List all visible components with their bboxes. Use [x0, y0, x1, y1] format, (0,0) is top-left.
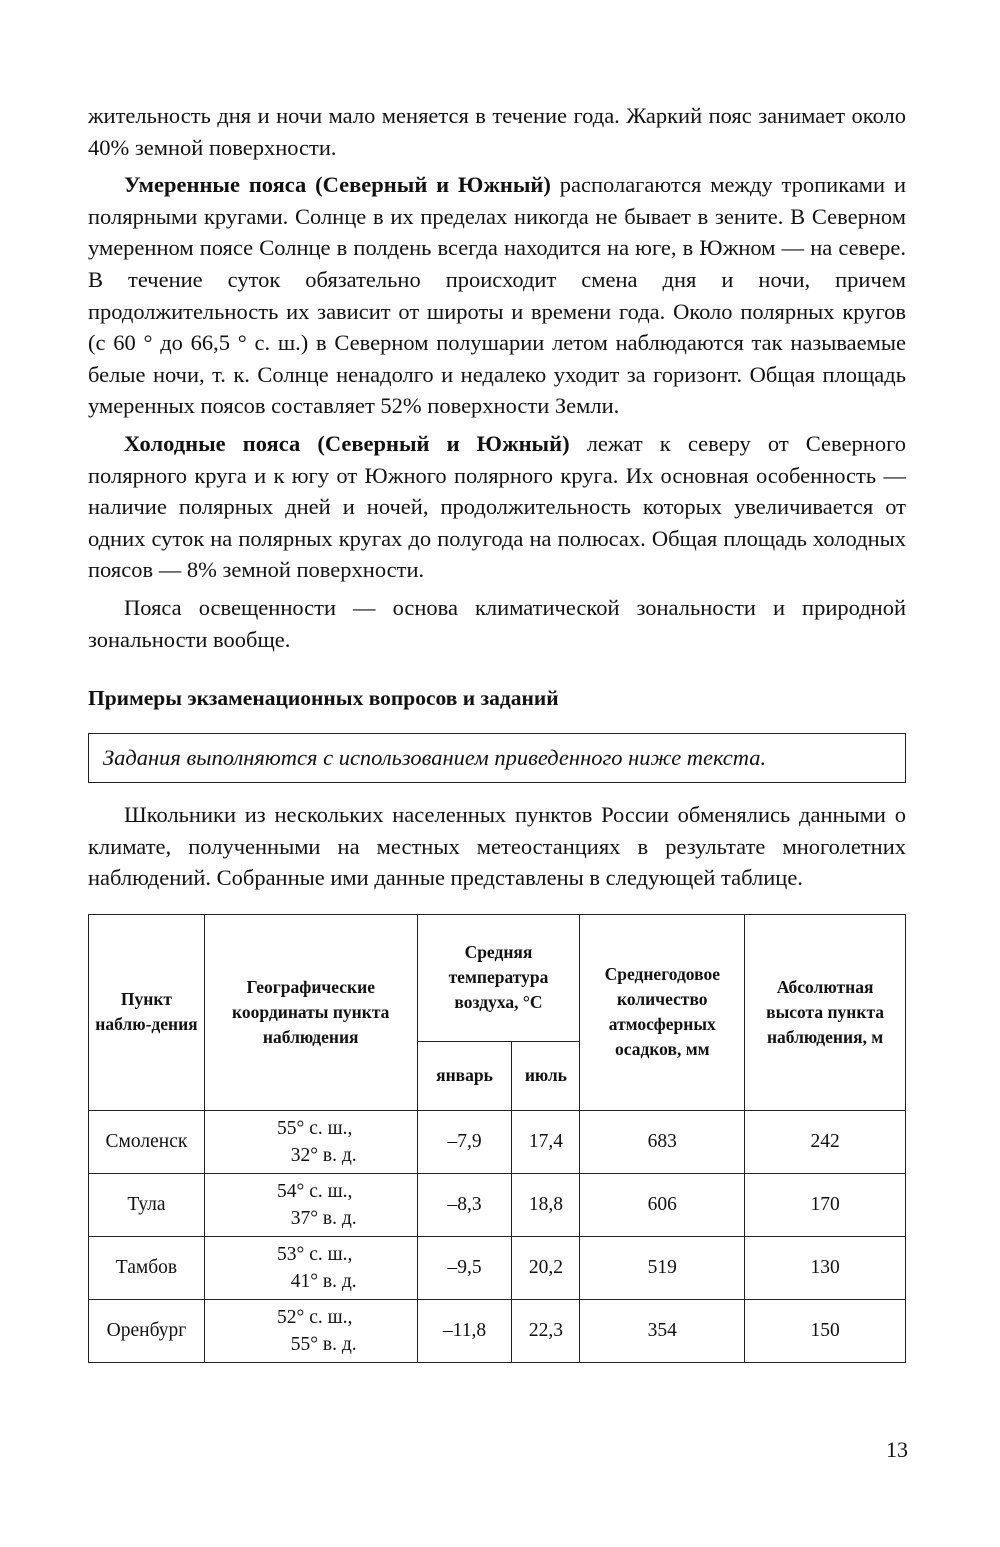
- cell-precipitation: 606: [580, 1173, 745, 1236]
- cell-point-name: Тула: [89, 1173, 205, 1236]
- header-altitude: Абсолютная высота пункта наблюдения, м: [745, 914, 906, 1110]
- cell-july-temp: 17,4: [512, 1110, 580, 1173]
- term-cold-belts: Холодные пояса (Северный и Южный): [124, 430, 570, 456]
- cell-point-name: Оренбург: [89, 1299, 205, 1362]
- paragraph-temperate-belts: [88, 169, 906, 422]
- paragraph-cold-belts: [88, 428, 906, 586]
- cell-latitude: 54° с. ш.,: [277, 1180, 353, 1202]
- cell-january-temp: –11,8: [417, 1299, 512, 1362]
- header-july: июль: [512, 1041, 580, 1110]
- cell-coords: [204, 1110, 417, 1173]
- cell-latitude: 55° с. ш.,: [277, 1117, 353, 1139]
- paragraph-illumination-belts: Пояса освещенности — основа климатической зональности и природной зональности вообще.: [88, 594, 906, 652]
- header-january: январь: [417, 1041, 512, 1110]
- cell-latitude: 52° с. ш.,: [277, 1306, 353, 1328]
- cell-latitude: 53° с. ш.,: [277, 1243, 353, 1265]
- cell-july-temp: 18,8: [512, 1173, 580, 1236]
- cell-july-temp: 22,3: [512, 1299, 580, 1362]
- cell-precipitation: 519: [580, 1236, 745, 1299]
- cell-altitude: 170: [745, 1173, 906, 1236]
- table-row: [89, 1299, 906, 1362]
- intro-paragraph: Школьники из нескольких населенных пунктов России обменялись данными о климате, полученными на местных метеостанциях в результате многолетних наблюдений. Собранные ими данные представлены в следующей таблице.: [88, 802, 906, 891]
- cell-altitude: 130: [745, 1236, 906, 1299]
- cell-point-name: Смоленск: [89, 1110, 205, 1173]
- table-row: [89, 1236, 906, 1299]
- cell-longitude: 55° в. д.: [290, 1333, 357, 1355]
- task-note-box: Задания выполняются с использованием приведенного ниже текста.: [88, 733, 906, 783]
- cell-coords: [204, 1173, 417, 1236]
- cell-longitude: 37° в. д.: [290, 1207, 357, 1229]
- cell-altitude: 150: [745, 1299, 906, 1362]
- header-coords: Географические координаты пункта наблюдения: [204, 914, 417, 1110]
- page-number: 13: [886, 1437, 908, 1462]
- cell-july-temp: 20,2: [512, 1236, 580, 1299]
- header-temperature: Средняя температура воздуха, °С: [417, 914, 580, 1041]
- cell-longitude: 32° в. д.: [290, 1144, 357, 1166]
- cell-january-temp: –8,3: [417, 1173, 512, 1236]
- cell-coords: [204, 1299, 417, 1362]
- table-row: [89, 1173, 906, 1236]
- section-title: Примеры экзаменационных вопросов и заданий: [88, 686, 559, 711]
- page-body: [88, 100, 906, 1363]
- term-temperate-belts: Умеренные пояса (Северный и Южный): [124, 172, 551, 198]
- cell-precipitation: 354: [580, 1299, 745, 1362]
- paragraph-hot-belt-end: жительность дня и ночи мало меняется в течение года. Жаркий пояс занимает около 40% земной поверхности.: [88, 103, 906, 160]
- table-row: [89, 1110, 906, 1173]
- paragraph-temperate-text: располагаются между тропиками и полярными кругами. Солнце в их пределах никогда не бывает в зените. В Северном умеренном поясе Солнце в полдень всегда находится на юге, в Южном — на севере. В течение суток обязательно происходит смена дня и ночи, причем продолжительность их зависит от широты и времени года. Около полярных кругов (с 60 ° до 66,5 ° с. ш.) в Северном полушарии летом наблюдаются так называемые белые ночи, т. к. Солнце ненадолго и недалеко уходит за горизонт. Общая площадь умеренных поясов составляет 52% поверхности Земли.: [88, 172, 906, 419]
- paragraph-cold-text: лежат к северу от Северного полярного круга и к югу от Южного полярного круга. Их основная особенность — наличие полярных дней и ночей, продолжительность которых увеличивается от одних суток на полярных кругах до полугода на полюсах. Общая площадь холодных поясов — 8% земной поверхности.: [88, 430, 906, 583]
- cell-january-temp: –9,5: [417, 1236, 512, 1299]
- cell-coords: [204, 1236, 417, 1299]
- cell-longitude: 41° в. д.: [290, 1270, 357, 1292]
- cell-january-temp: –7,9: [417, 1110, 512, 1173]
- climate-data-table: [88, 914, 906, 1363]
- cell-altitude: 242: [745, 1110, 906, 1173]
- header-point: Пункт наблю-дения: [89, 914, 205, 1110]
- cell-precipitation: 683: [580, 1110, 745, 1173]
- cell-point-name: Тамбов: [89, 1236, 205, 1299]
- header-precipitation: Среднегодовое количество атмосферных осадков, мм: [580, 914, 745, 1110]
